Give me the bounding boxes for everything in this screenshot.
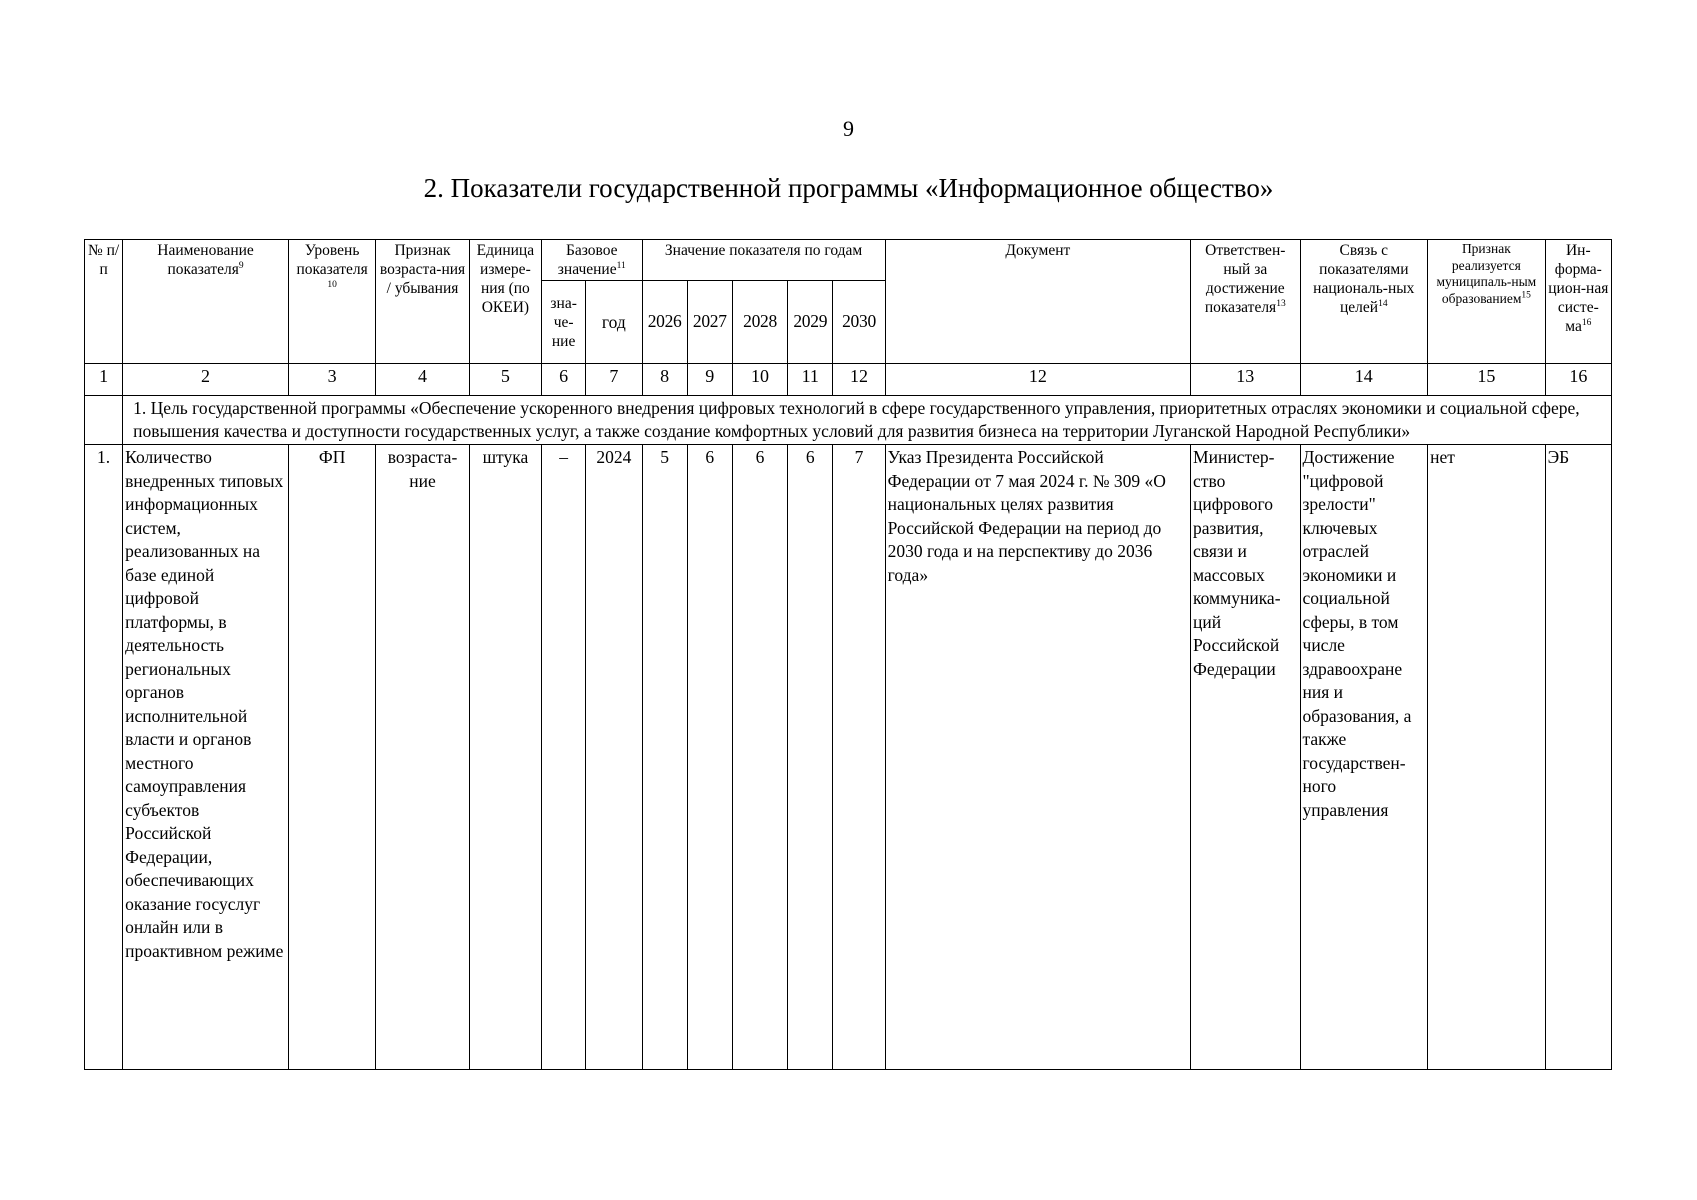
row-number: 1.	[85, 445, 123, 1070]
column-number: 4	[376, 364, 469, 396]
goal-row-spacer	[85, 396, 123, 445]
header-info-system	[1545, 240, 1611, 364]
column-number: 3	[288, 364, 375, 396]
table-row	[85, 445, 1612, 1070]
indicator-level: ФП	[288, 445, 375, 1070]
column-number: 16	[1545, 364, 1611, 396]
header-base-year-label: год	[601, 311, 626, 332]
header-number	[85, 240, 123, 364]
header-municipal	[1428, 240, 1546, 364]
header-year-label: 2030	[842, 311, 876, 332]
column-number: 2	[123, 364, 289, 396]
goal-row	[85, 396, 1612, 445]
header-info-system-label: Ин-форма-цион-ная систе-ма	[1548, 242, 1609, 335]
column-number: 11	[788, 364, 833, 396]
header-year-2027	[687, 281, 732, 364]
base-year: 2024	[586, 445, 642, 1070]
document-title: 2. Показатели государственной программы «Информационное общество»	[423, 173, 1274, 203]
value-2026: 5	[642, 445, 687, 1070]
footnote-mark: 10	[327, 279, 337, 290]
header-base-year	[586, 281, 642, 364]
column-number: 14	[1300, 364, 1428, 396]
footnote-mark: 14	[1378, 298, 1388, 309]
goal-text: 1. Цель государственной программы «Обеспечение ускоренного внедрения цифровых технологий в сфере государственного управления, приоритетных отраслях экономики и социальной сфере, повышения качества и доступности государственных услуг, а также создание комфортных условий для развития бизнеса на территории Луганской Народной Республики»	[123, 396, 1612, 445]
footnote-mark: 11	[616, 260, 626, 271]
header-years-group-label: Значение показателя по годам	[664, 242, 863, 259]
indicator-unit: штука	[469, 445, 541, 1070]
header-national-goals	[1300, 240, 1428, 364]
header-years-group	[642, 240, 885, 281]
footnote-mark: 13	[1276, 298, 1286, 309]
header-year-label: 2027	[692, 311, 727, 332]
header-indicator-name	[123, 240, 289, 364]
header-municipal-label: Признак реализуется муниципаль-ным образованием	[1436, 241, 1537, 306]
column-number: 15	[1428, 364, 1546, 396]
header-year-2026	[642, 281, 687, 364]
responsible-body: Министер-ство цифрового развития, связи и массовых коммуника-ций Российской Федерации	[1191, 445, 1300, 1070]
header-document-label: Документ	[1005, 242, 1071, 259]
header-year-label: 2028	[743, 311, 777, 332]
indicator-trend: возраста-ние	[376, 445, 469, 1070]
column-number: 12	[833, 364, 885, 396]
value-2029: 6	[788, 445, 833, 1070]
header-responsible-label: Ответствен-ный за достижение показателя	[1204, 242, 1286, 316]
column-number: 6	[542, 364, 586, 396]
column-number: 10	[732, 364, 787, 396]
header-document	[885, 240, 1190, 364]
header-national-goals-label: Связь с показателями националь-ных целей	[1313, 242, 1415, 316]
header-level-label: Уровень показателя	[296, 242, 368, 278]
column-number: 5	[469, 364, 541, 396]
info-system: ЭБ	[1545, 445, 1611, 1070]
column-number: 13	[1191, 364, 1300, 396]
base-value: –	[542, 445, 586, 1070]
header-base-group	[542, 240, 642, 281]
value-2027: 6	[687, 445, 732, 1070]
value-2030: 7	[833, 445, 885, 1070]
header-year-2030	[833, 281, 885, 364]
indicator-name: Количество внедренных типовых информационных систем, реализованных на базе единой цифровой платформы, в деятельность региональных органов исполнительной власти и органов местного самоуправления субъектов Российской Федерации, обеспечивающих оказание госуслуг онлайн или в проактивном режиме	[123, 445, 289, 1070]
column-numbers-row	[85, 364, 1612, 396]
header-year-2028	[732, 281, 787, 364]
column-number: 7	[586, 364, 642, 396]
column-number: 8	[642, 364, 687, 396]
column-number: 1	[85, 364, 123, 396]
municipal-flag: нет	[1428, 445, 1546, 1070]
column-number: 12	[885, 364, 1190, 396]
column-number: 9	[687, 364, 732, 396]
footnote-mark: 16	[1581, 317, 1592, 328]
header-trend-label: Признак возраста-ния / убывания	[379, 242, 466, 297]
header-year-label: 2026	[647, 311, 682, 332]
header-level	[288, 240, 375, 364]
header-number-label: № п/п	[87, 242, 120, 278]
footnote-mark: 15	[1521, 290, 1531, 300]
page-number: 9	[843, 116, 854, 141]
header-base-value	[542, 281, 586, 364]
footnote-mark: 9	[238, 260, 244, 271]
header-base-group-label: Базовое значение	[557, 242, 618, 278]
header-base-value-label: зна-че-ние	[550, 294, 577, 350]
header-year-2029	[788, 281, 833, 364]
header-responsible	[1191, 240, 1300, 364]
header-trend	[376, 240, 469, 364]
header-unit	[469, 240, 541, 364]
document-reference: Указ Президента Российской Федерации от 7 мая 2024 г. № 309 «О национальных целях развития Российской Федерации на период до 2030 года и на перспективу до 2036 года»	[885, 445, 1190, 1070]
national-goals-link: Достижение "цифровой зрелости" ключевых отраслей экономики и социальной сферы, в том числе здравоохране ния и образования, а также государствен-ного управления	[1300, 445, 1428, 1070]
header-indicator-name-label: Наименование показателя	[157, 242, 254, 278]
header-year-label: 2029	[793, 311, 828, 332]
header-row-1	[85, 240, 1612, 281]
header-unit-label: Единица измере-ния (по ОКЕИ)	[476, 242, 535, 316]
value-2028: 6	[732, 445, 787, 1070]
indicators-table	[84, 239, 1612, 1070]
